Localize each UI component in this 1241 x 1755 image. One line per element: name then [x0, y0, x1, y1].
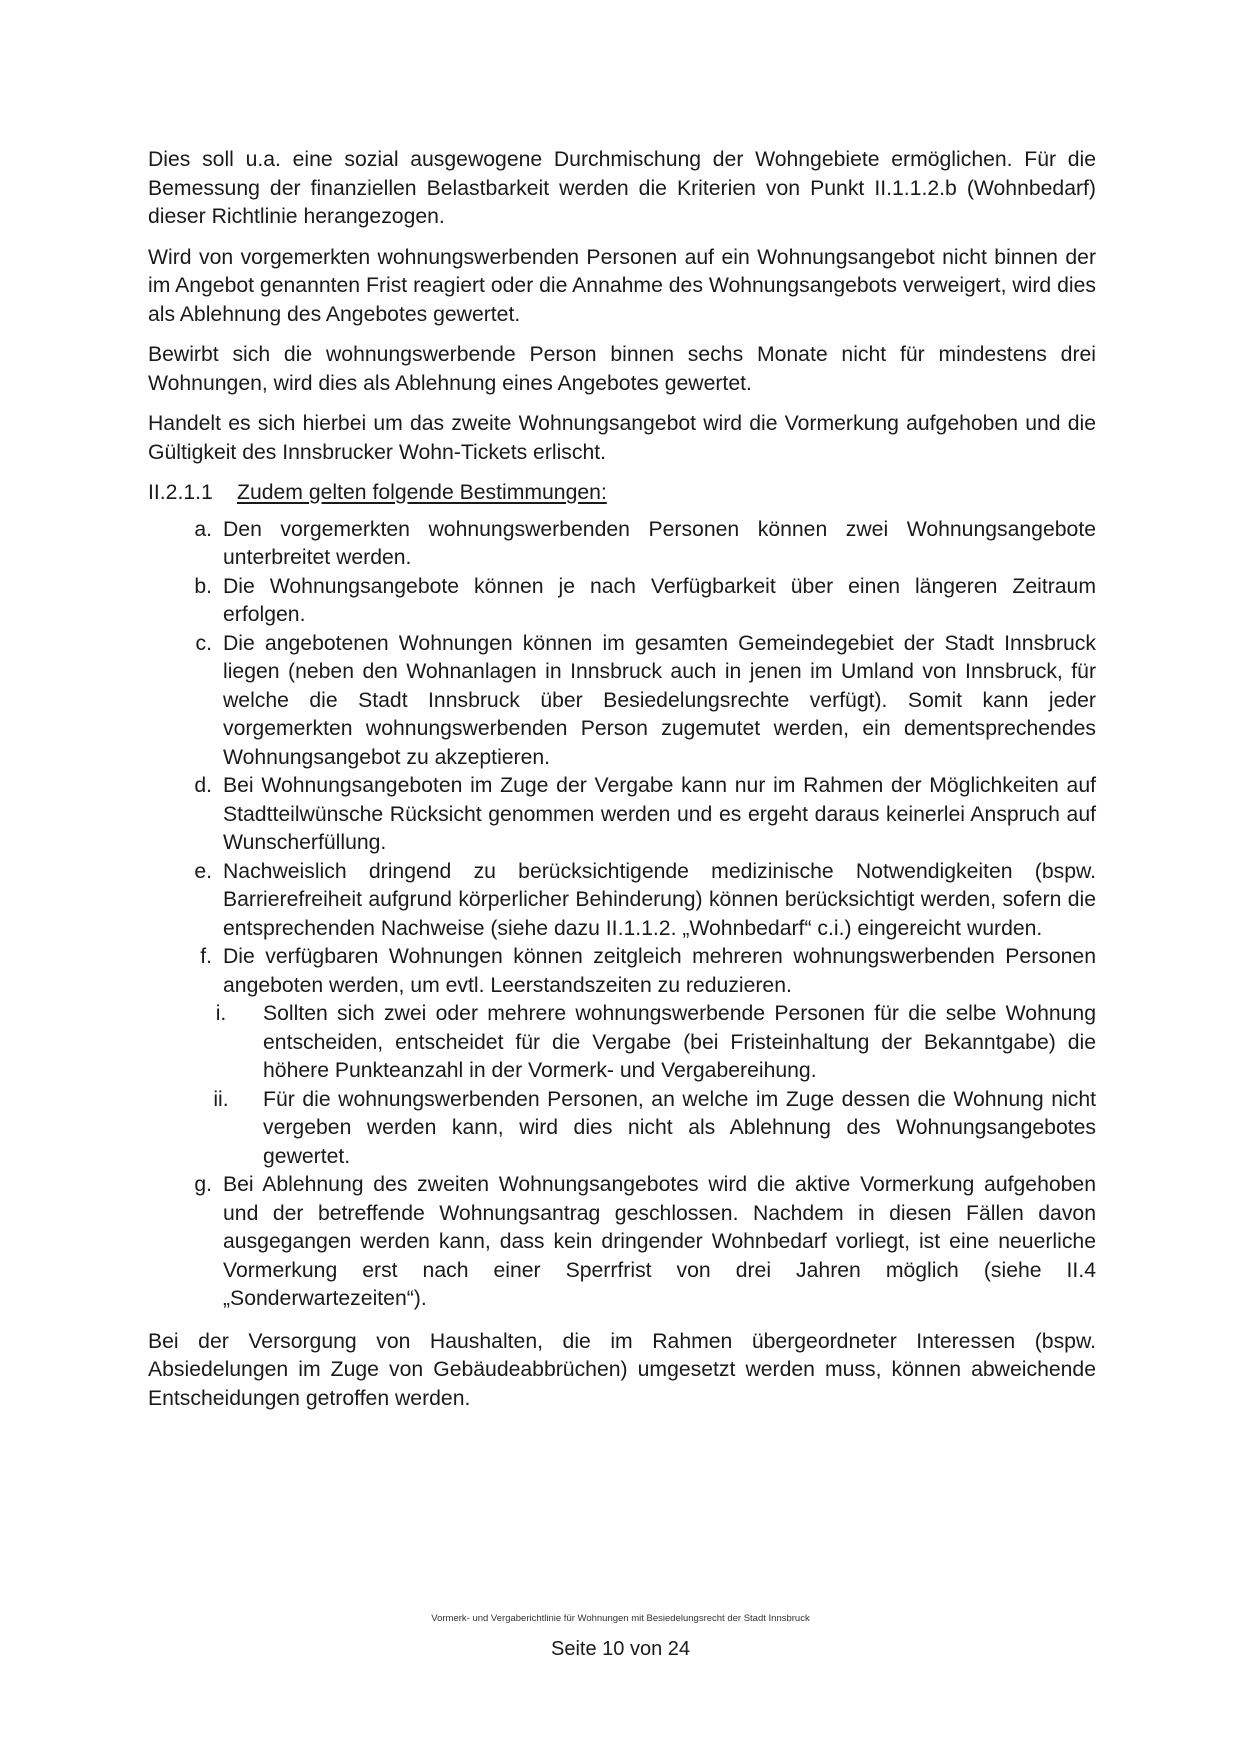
paragraph: Wird von vorgemerkten wohnungswerbenden Personen auf ein Wohnungsangebot nicht binnen der im Angebot genannten Frist reagiert oder die Annahme des Wohnungsangebots verweigert, wird dies als Ablehnung des Angebotes gewertet. — [148, 245, 1096, 326]
list-item — [148, 943, 1096, 1000]
list-item — [148, 630, 1096, 773]
paragraph: Handelt es sich hierbei um das zweite Wohnungsangebot wird die Vormerkung aufgehoben und die Gültigkeit des Innsbrucker Wohn-Tickets erlischt. — [148, 412, 1096, 464]
list-item-text: Die verfügbaren Wohnungen können zeitgleich mehreren wohnungswerbenden Personen angeboten werden, um evtl. Leerstandszeiten zu reduzieren. — [223, 945, 1096, 997]
list-marker: g. — [194, 1173, 212, 1196]
section-heading — [148, 479, 1096, 508]
list-item — [148, 516, 1096, 573]
sub-list-marker: ii. — [213, 1087, 229, 1111]
list-item-text: Die Wohnungsangebote können je nach Verfügbarkeit über einen längeren Zeitraum erfolgen. — [223, 574, 1096, 626]
list-item-text: Die angebotenen Wohnungen können im gesamten Gemeindegebiet der Stadt Innsbruck liegen (neben den Wohnanlagen in Innsbruck auch in jenen im Umland von Innsbruck, für welche die Stadt Innsbruck über Besiedelungsrechte verfügt). Somit kann jeder vorgemerkten wohnungswerbenden Person zugemutet werden, ein dementsprechendes Wohnungsangebot zu akzeptieren. — [223, 631, 1096, 769]
sub-list — [148, 1000, 1096, 1171]
list-marker: e. — [194, 859, 212, 883]
sub-list-item — [148, 1086, 1096, 1172]
paragraph: Dies soll u.a. eine sozial ausgewogene Durchmischung der Wohngebiete ermöglichen. Für die Bemessung der finanziellen Belastbarkeit werden die Kriterien von Punkt II.1.1.2.b (Wohnbedarf) dieser Richtlinie herangezogen. — [148, 148, 1096, 228]
list-item — [148, 772, 1096, 858]
section-title: Zudem gelten folgende Bestimmungen: — [237, 481, 607, 504]
provisions-list — [148, 516, 1096, 1314]
list-marker: d. — [194, 774, 212, 797]
closing-paragraph: Bei der Versorgung von Haushalten, die im Rahmen übergeordneter Interessen (bspw. Absiedelungen im Zuge von Gebäudeabbrüchen) umgesetzt werden muss, können abweichende Entscheidungen getroffen werden. — [148, 1329, 1096, 1410]
document-body — [148, 146, 1096, 1425]
list-marker: b. — [194, 574, 212, 598]
sub-list-item-text: Für die wohnungswerbenden Personen, an welche im Zuge dessen die Wohnung nicht vergeben werden kann, wird dies nicht als Ablehnung des Wohnungsangebotes gewertet. — [263, 1087, 1096, 1168]
list-item-text: Nachweislich dringend zu berücksichtigende medizinische Notwendigkeiten (bspw. Barrierefreiheit aufgrund körperlicher Behinderung) können berücksichtigt werden, sofern die entsprechenden Nachweise (siehe dazu II.1.1.2. „Wohnbedarf“ c.i.) eingereicht wurden. — [223, 859, 1096, 940]
sub-list-item-text: Sollten sich zwei oder mehrere wohnungswerbende Personen für die selbe Wohnung entscheiden, entscheidet für die Vergabe (bei Fristeinhaltung der Bekanntgabe) die höhere Punkteanzahl in der Vormerk- und Vergabereihung. — [263, 1002, 1096, 1082]
list-item — [148, 858, 1096, 944]
paragraph: Bewirbt sich die wohnungswerbende Person binnen sechs Monate nicht für mindestens drei Wohnungen, wird dies als Ablehnung eines Angebotes gewertet. — [148, 343, 1096, 395]
section-number: II.2.1.1 — [148, 481, 213, 504]
list-item — [148, 573, 1096, 630]
list-item-text: Den vorgemerkten wohnungswerbenden Personen können zwei Wohnungsangebote unterbreitet werden. — [223, 517, 1096, 569]
page-number: Seite 10 von 24 — [551, 1638, 690, 1660]
list-marker: c. — [195, 631, 212, 655]
sub-list-item — [148, 1000, 1096, 1086]
footer-document-title: Vormerk- und Vergaberichtlinie für Wohnungen mit Besiedelungsrecht der Stadt Innsbruck — [431, 1613, 810, 1624]
list-item-text: Bei Wohnungsangeboten im Zuge der Vergabe kann nur im Rahmen der Möglichkeiten auf Stadtteilwünsche Rücksicht genommen werden und es ergeht daraus keinerlei Anspruch auf Wunscherfüllung. — [223, 774, 1096, 854]
list-marker: f. — [200, 945, 212, 968]
list-item-text: Bei Ablehnung des zweiten Wohnungsangebotes wird die aktive Vormerkung aufgehoben und der betreffende Wohnungsantrag geschlossen. Nachdem in diesen Fällen davon ausgegangen werden kann, dass kein dringender Wohnbedarf vorliegt, ist eine neuerliche Vormerkung erst nach einer Sperrfrist von drei Jahren möglich (siehe II.4 „Sonderwartezeiten“). — [223, 1173, 1096, 1310]
list-item — [148, 1171, 1096, 1314]
sub-list-marker: i. — [215, 1002, 227, 1025]
list-marker: a. — [194, 517, 212, 541]
